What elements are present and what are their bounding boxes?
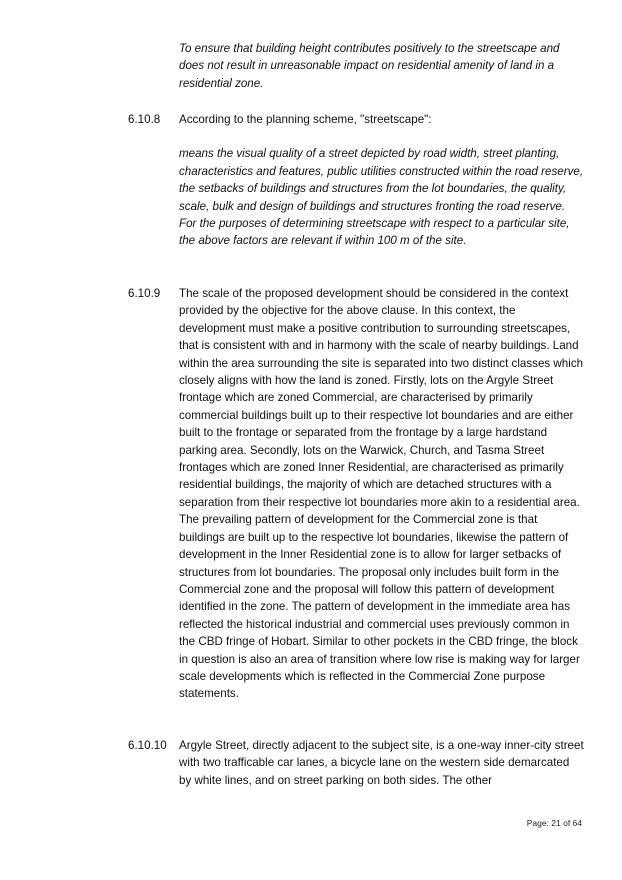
clause-number: 6.10.9 <box>128 287 161 300</box>
clause-number: 6.10.10 <box>128 739 167 752</box>
clause-6-10-8 <box>128 111 588 250</box>
clause-number: 6.10.8 <box>128 113 161 126</box>
clause-text: The scale of the proposed development should be considered in the context provided by the objective for the above clause. In this context, the development must make a positive contribution to surrounding streetscapes, that is consistent with and in harmony with the scale of nearby buildings. Land within the area surrounding the site is separated into two distinct classes which closely aligns with how the land is zoned. Firstly, lots on the Argyle Street frontage which are zoned Commercial, are characterised by primarily commercial buildings built up to their respective lot boundaries and are either built to the frontage or separated from the frontage by a large hardstand parking area. Secondly, lots on the Warwick, Church, and Tasma Street frontages which are zoned Inner Residential, are characterised as primarily residential buildings, the majority of which are detached structures with a separation from their respective lot boundaries more akin to a residential area. The prevailing pattern of development for the Commercial zone is that buildings are built up to the respective lot boundaries, likewise the pattern of development in the Inner Residential zone is to allow for larger setbacks of structures from lot boundaries. The proposal only includes built form in the Commercial zone and the proposal will follow this pattern of development identified in the zone. The pattern of development in the immediate area has reflected the historical industrial and commercial uses previously common in the CBD fringe of Hobart. Similar to other pockets in the CBD fringe, the block in question is also an area of transition where low rise is making way for larger scale developments which is reflected in the Commercial Zone purpose statements. <box>179 287 584 701</box>
clause-text: Argyle Street, directly adjacent to the subject site, is a one-way inner-city street with two trafficable car lanes, a bicycle lane on the western side demarcated by white lines, and on street parking on both sides. The other <box>179 739 584 787</box>
objective-text: To ensure that building height contributes positively to the streetscape and does not result in unreasonable impact on residential amenity of land in a residential zone. <box>179 42 560 90</box>
clause-6-10-9 <box>128 285 588 703</box>
clause-text: According to the planning scheme, "streetscape": <box>179 113 432 126</box>
page-number: Page: 21 of 64 <box>526 818 582 828</box>
streetscape-definition: means the visual quality of a street depicted by road width, street planting, characteristics and features, public utilities constructed within the road reserve, the setbacks of buildings and structures from the lot boundaries, the quality, scale, bulk and design of buildings and structures fronting the road reserve. For the purposes of determining streetscape with respect to a particular site, the above factors are relevant if within 100 m of the site. <box>179 147 584 248</box>
clause-6-10-10 <box>128 737 588 789</box>
